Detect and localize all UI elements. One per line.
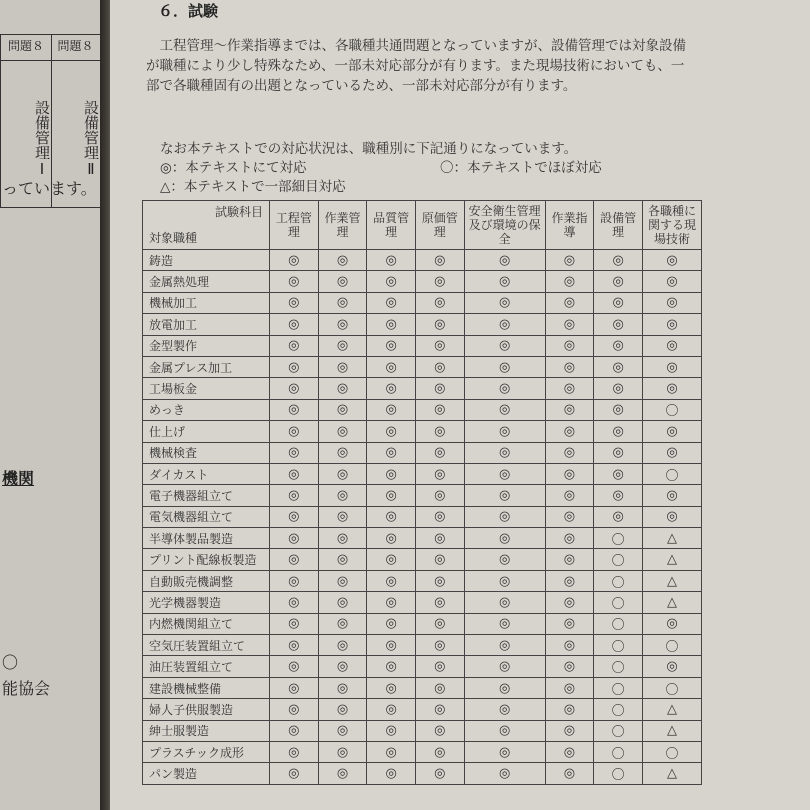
coverage-mark-cell: ◎ bbox=[545, 335, 594, 356]
job-name-cell: 金型製作 bbox=[143, 335, 270, 356]
table-header-row bbox=[143, 201, 702, 250]
coverage-mark-cell: ◎ bbox=[545, 763, 594, 784]
job-name-cell: 油圧装置組立て bbox=[143, 656, 270, 677]
coverage-mark-cell: ◎ bbox=[464, 763, 545, 784]
job-name-cell: 工場板金 bbox=[143, 378, 270, 399]
coverage-mark-cell: 〇 bbox=[594, 613, 643, 634]
coverage-mark-cell: ◎ bbox=[415, 677, 464, 698]
coverage-mark-cell: ◎ bbox=[270, 570, 319, 591]
coverage-mark-cell: ◎ bbox=[367, 720, 416, 741]
coverage-mark-cell: ◎ bbox=[270, 528, 319, 549]
table-row bbox=[143, 442, 702, 463]
coverage-mark-cell: ◎ bbox=[270, 677, 319, 698]
coverage-mark-cell: ◎ bbox=[545, 720, 594, 741]
coverage-mark-cell: ◎ bbox=[318, 399, 367, 420]
coverage-mark-cell: ◎ bbox=[318, 741, 367, 762]
coverage-mark-cell: ◎ bbox=[545, 399, 594, 420]
coverage-mark-cell: ◎ bbox=[367, 635, 416, 656]
coverage-mark-cell: ◎ bbox=[415, 613, 464, 634]
coverage-mark-cell: △ bbox=[643, 699, 702, 720]
coverage-mark-cell: ◎ bbox=[415, 699, 464, 720]
left-text-fragment: っています。 bbox=[2, 179, 97, 198]
coverage-mark-cell: 〇 bbox=[643, 463, 702, 484]
coverage-mark-cell: ◎ bbox=[464, 506, 545, 527]
column-header: 品質管理 bbox=[367, 201, 416, 250]
coverage-mark-cell: ◎ bbox=[367, 613, 416, 634]
left-text-fragment: 〇 bbox=[2, 653, 19, 672]
coverage-mark-cell: ◎ bbox=[367, 356, 416, 377]
coverage-mark-cell: ◎ bbox=[594, 335, 643, 356]
coverage-mark-cell: ◎ bbox=[367, 250, 416, 271]
coverage-mark-cell: ◎ bbox=[367, 570, 416, 591]
coverage-mark-cell: 〇 bbox=[594, 741, 643, 762]
table-row bbox=[143, 335, 702, 356]
table-row bbox=[143, 677, 702, 698]
left-page bbox=[0, 0, 108, 810]
coverage-mark-cell: ◎ bbox=[464, 677, 545, 698]
coverage-mark-cell: ◎ bbox=[367, 421, 416, 442]
coverage-mark-cell: ◎ bbox=[415, 292, 464, 313]
coverage-mark-cell: ◎ bbox=[415, 763, 464, 784]
question-header: 問題８ bbox=[1, 37, 51, 61]
job-name-cell: 仕上げ bbox=[143, 421, 270, 442]
coverage-mark-cell: 〇 bbox=[594, 677, 643, 698]
coverage-mark-cell: ◎ bbox=[318, 506, 367, 527]
note-text: なお本テキストでの対応状況は、職種別に下記通りになっています。 bbox=[160, 141, 578, 157]
coverage-mark-cell: ◎ bbox=[270, 378, 319, 399]
coverage-mark-cell: ◎ bbox=[464, 613, 545, 634]
coverage-mark-cell: ◎ bbox=[594, 442, 643, 463]
coverage-table bbox=[142, 200, 702, 785]
coverage-mark-cell: ◎ bbox=[545, 699, 594, 720]
coverage-mark-cell: △ bbox=[643, 549, 702, 570]
coverage-mark-cell: ◎ bbox=[643, 378, 702, 399]
coverage-mark-cell: ◎ bbox=[545, 292, 594, 313]
subject-header-label: 試験科目 bbox=[214, 205, 263, 219]
table-row bbox=[143, 549, 702, 570]
coverage-mark-cell: ◎ bbox=[270, 506, 319, 527]
coverage-mark-cell: ◎ bbox=[415, 421, 464, 442]
coverage-mark-cell: ◎ bbox=[270, 635, 319, 656]
coverage-mark-cell: 〇 bbox=[594, 656, 643, 677]
coverage-mark-cell: ◎ bbox=[464, 741, 545, 762]
coverage-mark-cell: ◎ bbox=[415, 570, 464, 591]
coverage-mark-cell: 〇 bbox=[643, 635, 702, 656]
job-name-cell: 紳士服製造 bbox=[143, 720, 270, 741]
coverage-mark-cell: ◎ bbox=[464, 314, 545, 335]
coverage-mark-cell: ◎ bbox=[643, 656, 702, 677]
coverage-mark-cell: ◎ bbox=[318, 720, 367, 741]
coverage-mark-cell: ◎ bbox=[270, 292, 319, 313]
coverage-mark-cell: ◎ bbox=[367, 463, 416, 484]
coverage-mark-cell: 〇 bbox=[643, 399, 702, 420]
coverage-mark-cell: ◎ bbox=[367, 271, 416, 292]
coverage-mark-cell: ◎ bbox=[594, 463, 643, 484]
coverage-mark-cell: ◎ bbox=[594, 506, 643, 527]
coverage-mark-cell: ◎ bbox=[545, 314, 594, 335]
coverage-mark-cell: ◎ bbox=[318, 592, 367, 613]
coverage-mark-cell: ◎ bbox=[594, 399, 643, 420]
column-header: 作業管理 bbox=[318, 201, 367, 250]
coverage-mark-cell: ◎ bbox=[545, 506, 594, 527]
coverage-mark-cell: ◎ bbox=[270, 763, 319, 784]
table-row bbox=[143, 356, 702, 377]
job-name-cell: 婦人子供服製造 bbox=[143, 699, 270, 720]
coverage-mark-cell: ◎ bbox=[415, 463, 464, 484]
section-title: ６．試験 bbox=[158, 2, 219, 20]
coverage-mark-cell: ◎ bbox=[464, 356, 545, 377]
coverage-mark-cell: ◎ bbox=[367, 292, 416, 313]
coverage-mark-cell: ◎ bbox=[367, 549, 416, 570]
job-name-cell: 内燃機関組立て bbox=[143, 613, 270, 634]
coverage-mark-cell: ◎ bbox=[318, 250, 367, 271]
coverage-mark-cell: ◎ bbox=[270, 399, 319, 420]
column-header: 工程管理 bbox=[270, 201, 319, 250]
coverage-mark-cell: △ bbox=[643, 528, 702, 549]
job-name-cell: 自動販売機調整 bbox=[143, 570, 270, 591]
table-row bbox=[143, 271, 702, 292]
coverage-mark-cell: ◎ bbox=[464, 250, 545, 271]
coverage-mark-cell: ◎ bbox=[643, 250, 702, 271]
coverage-mark-cell: ◎ bbox=[464, 463, 545, 484]
table-row bbox=[143, 570, 702, 591]
job-name-cell: めっき bbox=[143, 399, 270, 420]
coverage-mark-cell: ◎ bbox=[318, 356, 367, 377]
coverage-mark-cell: ◎ bbox=[367, 656, 416, 677]
coverage-mark-cell: ◎ bbox=[318, 421, 367, 442]
coverage-mark-cell: ◎ bbox=[545, 421, 594, 442]
coverage-mark-cell: ◎ bbox=[318, 613, 367, 634]
table-row bbox=[143, 613, 702, 634]
table-row bbox=[143, 656, 702, 677]
coverage-mark-cell: 〇 bbox=[594, 699, 643, 720]
table-row bbox=[143, 292, 702, 313]
job-name-cell: パン製造 bbox=[143, 763, 270, 784]
job-name-cell: 金属プレス加工 bbox=[143, 356, 270, 377]
coverage-mark-cell: 〇 bbox=[594, 549, 643, 570]
table-row bbox=[143, 399, 702, 420]
coverage-mark-cell: ◎ bbox=[464, 335, 545, 356]
coverage-mark-cell: ◎ bbox=[415, 506, 464, 527]
coverage-mark-cell: ◎ bbox=[464, 656, 545, 677]
coverage-mark-cell: ◎ bbox=[318, 485, 367, 506]
coverage-mark-cell: ◎ bbox=[643, 356, 702, 377]
job-name-cell: 機械加工 bbox=[143, 292, 270, 313]
coverage-mark-cell: ◎ bbox=[464, 549, 545, 570]
coverage-mark-cell: ◎ bbox=[318, 528, 367, 549]
coverage-mark-cell: ◎ bbox=[415, 635, 464, 656]
coverage-mark-cell: ◎ bbox=[464, 421, 545, 442]
column-header: 各職種に関する現場技術 bbox=[643, 201, 702, 250]
table-row bbox=[143, 635, 702, 656]
job-name-cell: ダイカスト bbox=[143, 463, 270, 484]
coverage-mark-cell: ◎ bbox=[367, 378, 416, 399]
coverage-mark-cell: ◎ bbox=[545, 485, 594, 506]
status-note bbox=[160, 140, 720, 197]
coverage-mark-cell: ◎ bbox=[415, 399, 464, 420]
table-row bbox=[143, 528, 702, 549]
coverage-mark-cell: ◎ bbox=[318, 549, 367, 570]
coverage-mark-cell: ◎ bbox=[545, 549, 594, 570]
job-name-cell: 建設機械整備 bbox=[143, 677, 270, 698]
coverage-mark-cell: 〇 bbox=[594, 763, 643, 784]
coverage-mark-cell: ◎ bbox=[415, 356, 464, 377]
coverage-mark-cell: ◎ bbox=[464, 720, 545, 741]
coverage-mark-cell: ◎ bbox=[318, 335, 367, 356]
coverage-mark-cell: ◎ bbox=[545, 250, 594, 271]
coverage-mark-cell: ◎ bbox=[415, 378, 464, 399]
legend-partial: △：本テキストで一部細目対応 bbox=[160, 179, 346, 195]
coverage-mark-cell: ◎ bbox=[318, 570, 367, 591]
coverage-mark-cell: ◎ bbox=[415, 335, 464, 356]
coverage-mark-cell: ◎ bbox=[415, 271, 464, 292]
coverage-mark-cell: ◎ bbox=[415, 720, 464, 741]
coverage-mark-cell: ◎ bbox=[367, 741, 416, 762]
coverage-mark-cell: ◎ bbox=[415, 656, 464, 677]
coverage-mark-cell: ◎ bbox=[270, 699, 319, 720]
coverage-mark-cell: ◎ bbox=[464, 442, 545, 463]
coverage-mark-cell: ◎ bbox=[594, 421, 643, 442]
table-body bbox=[143, 250, 702, 785]
coverage-mark-cell: ◎ bbox=[415, 250, 464, 271]
coverage-mark-cell: △ bbox=[643, 592, 702, 613]
column-header: 安全衛生管理及び環境の保全 bbox=[464, 201, 545, 250]
job-name-cell: 光学機器製造 bbox=[143, 592, 270, 613]
table-row bbox=[143, 250, 702, 271]
coverage-mark-cell: 〇 bbox=[643, 677, 702, 698]
intro-text: 工程管理～作業指導までは、各職種共通問題となっていますが、設備管理では対象設備が職種により少し特殊なため、一部未対応部分が有ります。また現場技術においても、一部で各職種固有の出題となっているため、一部未対応部分が有ります。 bbox=[146, 38, 686, 94]
coverage-mark-cell: ◎ bbox=[464, 570, 545, 591]
table-row bbox=[143, 314, 702, 335]
column-header: 原価管理 bbox=[415, 201, 464, 250]
coverage-mark-cell: ◎ bbox=[270, 250, 319, 271]
coverage-mark-cell: ◎ bbox=[464, 592, 545, 613]
table-row bbox=[143, 485, 702, 506]
coverage-mark-cell: ◎ bbox=[415, 741, 464, 762]
coverage-mark-cell: ◎ bbox=[594, 356, 643, 377]
coverage-mark-cell: ◎ bbox=[270, 271, 319, 292]
table-row bbox=[143, 699, 702, 720]
coverage-mark-cell: ◎ bbox=[318, 463, 367, 484]
column-header: 作業指導 bbox=[545, 201, 594, 250]
coverage-mark-cell: ◎ bbox=[270, 613, 319, 634]
coverage-mark-cell: ◎ bbox=[415, 442, 464, 463]
coverage-mark-cell: ◎ bbox=[270, 421, 319, 442]
coverage-mark-cell: 〇 bbox=[594, 720, 643, 741]
coverage-mark-cell: ◎ bbox=[318, 271, 367, 292]
coverage-mark-cell: ◎ bbox=[545, 741, 594, 762]
job-name-cell: 半導体製品製造 bbox=[143, 528, 270, 549]
job-name-cell: 鋳造 bbox=[143, 250, 270, 271]
legend-mostly: 〇：本テキストでほぼ対応 bbox=[440, 160, 602, 176]
coverage-mark-cell: ◎ bbox=[643, 613, 702, 634]
coverage-mark-cell: △ bbox=[643, 570, 702, 591]
coverage-mark-cell: ◎ bbox=[464, 292, 545, 313]
left-text-fragment: 機関 bbox=[2, 469, 35, 488]
coverage-mark-cell: △ bbox=[643, 720, 702, 741]
table-row bbox=[143, 463, 702, 484]
right-page bbox=[110, 0, 810, 810]
table-row bbox=[143, 763, 702, 784]
table-row bbox=[143, 720, 702, 741]
coverage-mark-cell: ◎ bbox=[594, 250, 643, 271]
coverage-mark-cell: ◎ bbox=[594, 485, 643, 506]
coverage-mark-cell: ◎ bbox=[367, 314, 416, 335]
column-header: 設備管理 bbox=[594, 201, 643, 250]
coverage-mark-cell: ◎ bbox=[270, 549, 319, 570]
coverage-mark-cell: ◎ bbox=[594, 314, 643, 335]
coverage-mark-cell: ◎ bbox=[367, 485, 416, 506]
coverage-mark-cell: ◎ bbox=[270, 442, 319, 463]
coverage-mark-cell: ◎ bbox=[367, 506, 416, 527]
coverage-mark-cell: ◎ bbox=[464, 271, 545, 292]
coverage-mark-cell: ◎ bbox=[643, 442, 702, 463]
job-name-cell: 電子機器組立て bbox=[143, 485, 270, 506]
coverage-mark-cell: ◎ bbox=[367, 763, 416, 784]
coverage-mark-cell: ◎ bbox=[464, 699, 545, 720]
coverage-mark-cell: ◎ bbox=[594, 292, 643, 313]
coverage-mark-cell: 〇 bbox=[594, 635, 643, 656]
coverage-mark-cell: ◎ bbox=[415, 314, 464, 335]
coverage-mark-cell: ◎ bbox=[367, 442, 416, 463]
job-name-cell: 放電加工 bbox=[143, 314, 270, 335]
coverage-mark-cell: ◎ bbox=[270, 356, 319, 377]
coverage-mark-cell: ◎ bbox=[415, 485, 464, 506]
left-text-fragment: 能協会 bbox=[2, 679, 51, 698]
coverage-mark-cell: ◎ bbox=[367, 528, 416, 549]
job-name-cell: 金属熱処理 bbox=[143, 271, 270, 292]
coverage-mark-cell: ◎ bbox=[545, 356, 594, 377]
question-header: 問題８ bbox=[51, 37, 100, 61]
question-body: 設備管理Ⅰ bbox=[33, 100, 51, 178]
table-row bbox=[143, 421, 702, 442]
coverage-mark-cell: ◎ bbox=[594, 271, 643, 292]
job-name-cell: 空気圧装置組立て bbox=[143, 635, 270, 656]
legend-row bbox=[160, 159, 720, 178]
coverage-mark-cell: ◎ bbox=[545, 528, 594, 549]
coverage-mark-cell: ◎ bbox=[545, 463, 594, 484]
coverage-mark-cell: ◎ bbox=[545, 656, 594, 677]
coverage-mark-cell: ◎ bbox=[643, 335, 702, 356]
corner-cell bbox=[143, 201, 270, 250]
coverage-mark-cell: ◎ bbox=[318, 442, 367, 463]
table-row bbox=[143, 741, 702, 762]
coverage-mark-cell: ◎ bbox=[318, 378, 367, 399]
coverage-mark-cell: ◎ bbox=[643, 271, 702, 292]
question-body: 設備管理Ⅱ bbox=[82, 100, 100, 178]
table-row bbox=[143, 506, 702, 527]
job-name-cell: 機械検査 bbox=[143, 442, 270, 463]
coverage-mark-cell: ◎ bbox=[270, 335, 319, 356]
job-name-cell: 電気機器組立て bbox=[143, 506, 270, 527]
coverage-mark-cell: ◎ bbox=[367, 699, 416, 720]
table-row bbox=[143, 592, 702, 613]
coverage-mark-cell: ◎ bbox=[270, 656, 319, 677]
coverage-mark-cell: ◎ bbox=[270, 463, 319, 484]
coverage-mark-cell: ◎ bbox=[367, 399, 416, 420]
table-row bbox=[143, 378, 702, 399]
coverage-mark-cell: ◎ bbox=[415, 592, 464, 613]
coverage-mark-cell: ◎ bbox=[318, 635, 367, 656]
coverage-mark-cell: 〇 bbox=[643, 741, 702, 762]
coverage-mark-cell: ◎ bbox=[643, 485, 702, 506]
coverage-mark-cell: ◎ bbox=[367, 335, 416, 356]
coverage-mark-cell: ◎ bbox=[318, 656, 367, 677]
coverage-mark-cell: 〇 bbox=[594, 570, 643, 591]
coverage-mark-cell: ◎ bbox=[643, 292, 702, 313]
intro-paragraph bbox=[146, 36, 686, 96]
coverage-mark-cell: ◎ bbox=[415, 528, 464, 549]
coverage-mark-cell: ◎ bbox=[545, 592, 594, 613]
coverage-mark-cell: ◎ bbox=[367, 592, 416, 613]
job-name-cell: プラスチック成形 bbox=[143, 741, 270, 762]
coverage-mark-cell: ◎ bbox=[270, 592, 319, 613]
coverage-mark-cell: ◎ bbox=[545, 378, 594, 399]
coverage-mark-cell: ◎ bbox=[367, 677, 416, 698]
job-header-label: 対象職種 bbox=[149, 231, 198, 245]
legend-full: ◎：本テキストにて対応 bbox=[160, 160, 307, 176]
coverage-mark-cell: ◎ bbox=[545, 613, 594, 634]
coverage-mark-cell: ◎ bbox=[545, 677, 594, 698]
coverage-mark-cell: ◎ bbox=[270, 720, 319, 741]
coverage-mark-cell: ◎ bbox=[545, 442, 594, 463]
coverage-mark-cell: ◎ bbox=[318, 677, 367, 698]
coverage-mark-cell: 〇 bbox=[594, 528, 643, 549]
coverage-mark-cell: ◎ bbox=[545, 570, 594, 591]
coverage-mark-cell: ◎ bbox=[318, 292, 367, 313]
coverage-mark-cell: ◎ bbox=[643, 314, 702, 335]
coverage-mark-cell: ◎ bbox=[464, 399, 545, 420]
coverage-mark-cell: ◎ bbox=[318, 314, 367, 335]
coverage-mark-cell: ◎ bbox=[464, 378, 545, 399]
coverage-mark-cell: ◎ bbox=[464, 528, 545, 549]
job-name-cell: プリント配線板製造 bbox=[143, 549, 270, 570]
coverage-mark-cell: ◎ bbox=[464, 485, 545, 506]
coverage-mark-cell: ◎ bbox=[545, 271, 594, 292]
coverage-mark-cell: ◎ bbox=[318, 763, 367, 784]
coverage-mark-cell: ◎ bbox=[643, 421, 702, 442]
coverage-mark-cell: ◎ bbox=[415, 549, 464, 570]
coverage-mark-cell: ◎ bbox=[594, 378, 643, 399]
coverage-mark-cell: ◎ bbox=[464, 635, 545, 656]
coverage-mark-cell: 〇 bbox=[594, 592, 643, 613]
coverage-mark-cell: ◎ bbox=[270, 314, 319, 335]
coverage-mark-cell: ◎ bbox=[318, 699, 367, 720]
coverage-mark-cell: ◎ bbox=[270, 741, 319, 762]
coverage-mark-cell: ◎ bbox=[643, 506, 702, 527]
coverage-mark-cell: ◎ bbox=[270, 485, 319, 506]
coverage-mark-cell: ◎ bbox=[545, 635, 594, 656]
coverage-mark-cell: △ bbox=[643, 763, 702, 784]
